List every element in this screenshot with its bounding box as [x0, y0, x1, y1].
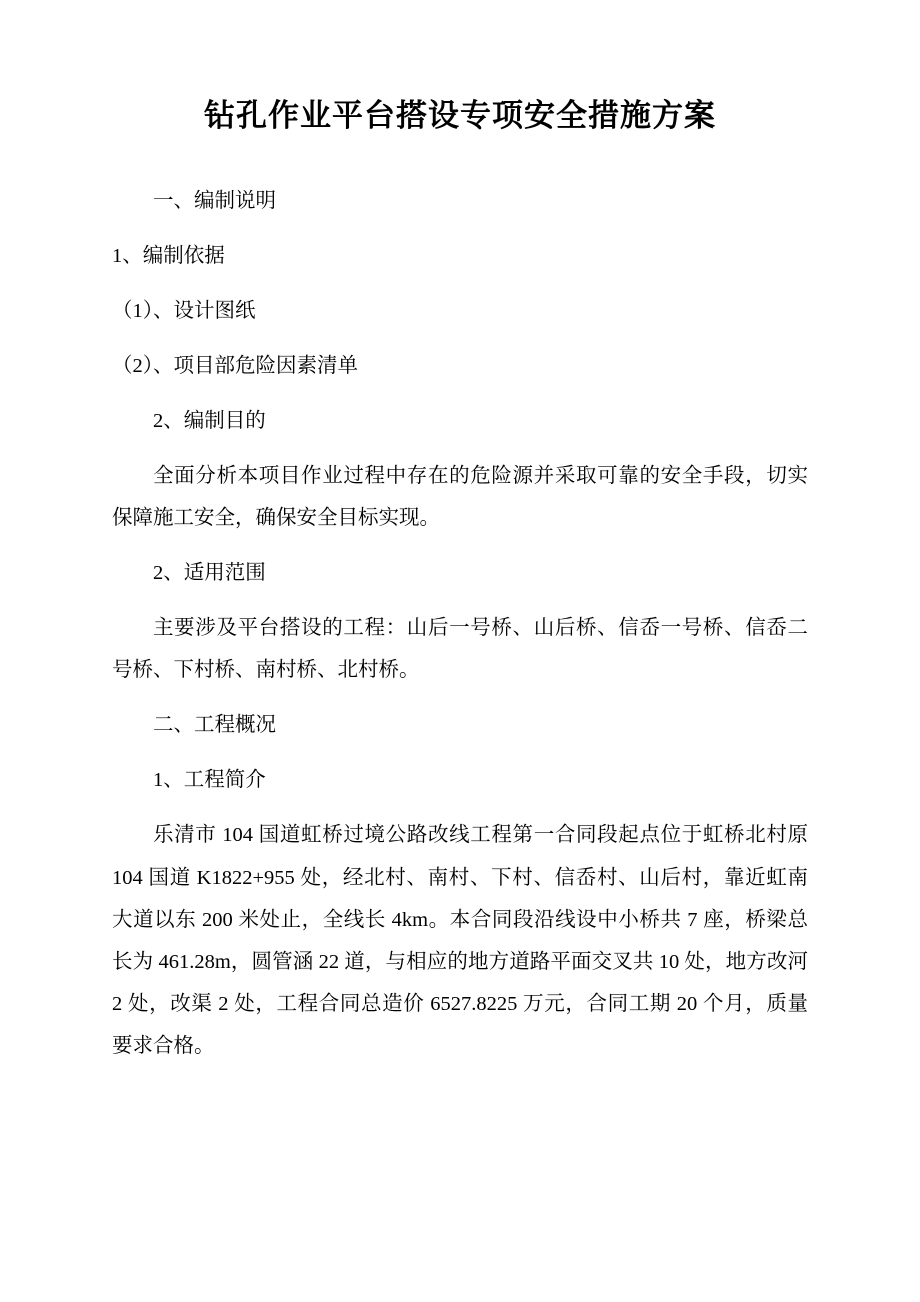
spacer	[112, 691, 808, 704]
paragraph-overview-heading: 二、工程概况	[153, 714, 276, 737]
paragraph-scope-heading: 2、适用范围	[153, 562, 266, 585]
paragraph-basis-item-1: （1）、设计图纸	[112, 300, 256, 323]
spacer	[112, 594, 808, 607]
spacer	[112, 801, 808, 814]
paragraph-project-intro-body: 乐清市 104 国道虹桥过境公路改线工程第一合同段起点位于虹桥北村原 104 国道 K1822+955 处，经北村、南村、下村、信岙村、山后村，靠近虹南大道以东 200 米处止，全线长 4km。本合同段沿线设中小桥共 7 座，桥梁总长为 461.28m，圆管涵 22 道，与相应的地方道路平面交叉共 10 处，地方改河 2 处，改渠 2 处，工程合同总造价 6527.8225 万元，合同工期 20 个月，质量要求合格。	[112, 824, 808, 1057]
spacer	[112, 277, 808, 290]
spacer	[112, 332, 808, 345]
paragraph-basis-heading: 1、编制依据	[112, 245, 225, 268]
paragraph-purpose-heading: 2、编制目的	[153, 410, 266, 433]
spacer	[112, 746, 808, 759]
spacer	[112, 539, 808, 552]
paragraph-scope-body: 主要涉及平台搭设的工程：山后一号桥、山后桥、信岙一号桥、信岙二号桥、下村桥、南村桥、北村桥。	[112, 617, 808, 682]
paragraph-purpose-body: 全面分析本项目作业过程中存在的危险源并采取可靠的安全手段，切实保障施工安全，确保安全目标实现。	[112, 465, 808, 530]
title-spacer	[112, 136, 808, 180]
spacer	[112, 222, 808, 235]
page-title: 钻孔作业平台搭设专项安全措施方案	[204, 98, 716, 133]
paragraph-basis-item-2: （2）、项目部危险因素清单	[112, 355, 358, 378]
spacer	[112, 387, 808, 400]
paragraph-project-intro-heading: 1、工程简介	[153, 769, 266, 792]
paragraph-compile-heading: 一、编制说明	[153, 190, 276, 213]
spacer	[112, 442, 808, 455]
